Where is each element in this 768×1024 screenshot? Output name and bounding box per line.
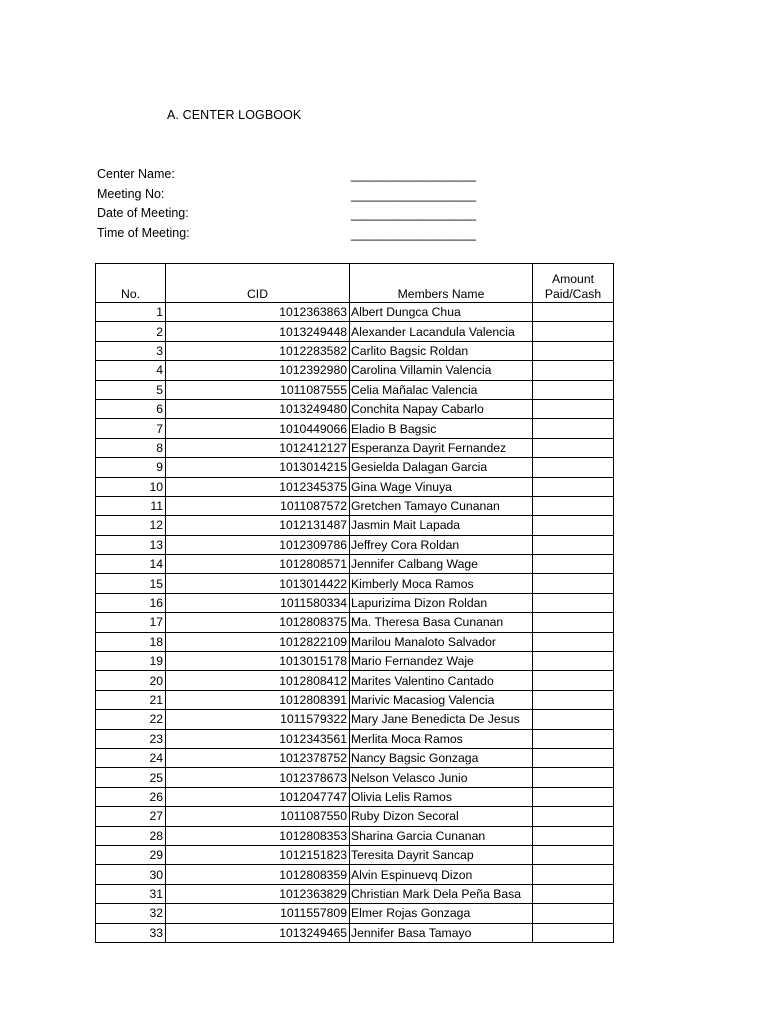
cid-cell: 1012808359 <box>166 865 350 884</box>
member-name-cell: Gesielda Dalagan Garcia <box>350 458 533 477</box>
table-row <box>96 303 614 322</box>
cid-cell: 1012392980 <box>166 361 350 380</box>
cid-cell: 1012131487 <box>166 516 350 535</box>
amount-cell[interactable] <box>533 748 614 767</box>
table-row <box>96 496 614 515</box>
amount-cell[interactable] <box>533 438 614 457</box>
table-row <box>96 671 614 690</box>
cid-cell: 1011087550 <box>166 807 350 826</box>
header-members-name: Members Name <box>350 264 533 303</box>
cid-cell: 1012343561 <box>166 729 350 748</box>
table-row <box>96 632 614 651</box>
member-name-cell: Gretchen Tamayo Cunanan <box>350 496 533 515</box>
table-row <box>96 555 614 574</box>
time-of-meeting-label: Time of Meeting: <box>97 225 190 240</box>
cid-cell: 1012363829 <box>166 884 350 903</box>
member-name-cell: Olivia Lelis Ramos <box>350 787 533 806</box>
amount-cell[interactable] <box>533 574 614 593</box>
amount-cell[interactable] <box>533 593 614 612</box>
table-row <box>96 787 614 806</box>
row-number-cell: 4 <box>96 361 166 380</box>
member-name-cell: Jennifer Basa Tamayo <box>350 923 533 942</box>
amount-cell[interactable] <box>533 884 614 903</box>
cid-cell: 1011579322 <box>166 710 350 729</box>
row-number-cell: 10 <box>96 477 166 496</box>
row-number-cell: 30 <box>96 865 166 884</box>
amount-cell[interactable] <box>533 923 614 942</box>
amount-cell[interactable] <box>533 845 614 864</box>
amount-cell[interactable] <box>533 535 614 554</box>
row-number-cell: 18 <box>96 632 166 651</box>
row-number-cell: 26 <box>96 787 166 806</box>
member-name-cell: Albert Dungca Chua <box>350 303 533 322</box>
member-name-cell: Eladio B Bagsic <box>350 419 533 438</box>
row-number-cell: 27 <box>96 807 166 826</box>
member-name-cell: Carolina Villamin Valencia <box>350 361 533 380</box>
amount-cell[interactable] <box>533 613 614 632</box>
table-row <box>96 865 614 884</box>
cid-cell: 1013014422 <box>166 574 350 593</box>
amount-cell[interactable] <box>533 399 614 418</box>
header-amount-line2: Paid/Cash <box>544 286 602 301</box>
amount-cell[interactable] <box>533 322 614 341</box>
row-number-cell: 5 <box>96 380 166 399</box>
amount-cell[interactable] <box>533 380 614 399</box>
cid-cell: 1012808353 <box>166 826 350 845</box>
row-number-cell: 25 <box>96 768 166 787</box>
row-number-cell: 23 <box>96 729 166 748</box>
header-cid: CID <box>166 264 350 303</box>
member-name-cell: Mario Fernandez Waje <box>350 652 533 671</box>
row-number-cell: 9 <box>96 458 166 477</box>
row-number-cell: 32 <box>96 904 166 923</box>
table-row <box>96 438 614 457</box>
table-row <box>96 729 614 748</box>
cid-cell: 1012363863 <box>166 303 350 322</box>
cid-cell: 1012309786 <box>166 535 350 554</box>
member-name-cell: Marites Valentino Cantado <box>350 671 533 690</box>
time-of-meeting-blank: __________________ <box>351 226 477 241</box>
date-of-meeting-row <box>97 206 477 226</box>
amount-cell[interactable] <box>533 496 614 515</box>
cid-cell: 1011557809 <box>166 904 350 923</box>
row-number-cell: 29 <box>96 845 166 864</box>
center-name-label: Center Name: <box>97 167 175 181</box>
amount-cell[interactable] <box>533 904 614 923</box>
center-name-blank: __________________ <box>351 168 477 182</box>
member-name-cell: Alexander Lacandula Valencia <box>350 322 533 341</box>
member-name-cell: Celia Mañalac Valencia <box>350 380 533 399</box>
member-name-cell: Esperanza Dayrit Fernandez <box>350 438 533 457</box>
header-no: No. <box>96 264 166 303</box>
row-number-cell: 21 <box>96 690 166 709</box>
amount-cell[interactable] <box>533 652 614 671</box>
table-row <box>96 904 614 923</box>
table-row <box>96 399 614 418</box>
cid-cell: 1012808391 <box>166 690 350 709</box>
date-of-meeting-label: Date of Meeting: <box>97 206 189 220</box>
row-number-cell: 1 <box>96 303 166 322</box>
amount-cell[interactable] <box>533 341 614 360</box>
table-row <box>96 710 614 729</box>
row-number-cell: 13 <box>96 535 166 554</box>
table-row <box>96 807 614 826</box>
amount-cell[interactable] <box>533 865 614 884</box>
member-name-cell: Marilou Manaloto Salvador <box>350 632 533 651</box>
member-name-cell: Elmer Rojas Gonzaga <box>350 904 533 923</box>
table-row <box>96 361 614 380</box>
member-name-cell: Merlita Moca Ramos <box>350 729 533 748</box>
row-number-cell: 15 <box>96 574 166 593</box>
member-name-cell: Jeffrey Cora Roldan <box>350 535 533 554</box>
table-row <box>96 419 614 438</box>
cid-cell: 1012808412 <box>166 671 350 690</box>
member-name-cell: Ma. Theresa Basa Cunanan <box>350 613 533 632</box>
cid-cell: 1011580334 <box>166 593 350 612</box>
cid-cell: 1013249480 <box>166 399 350 418</box>
table-row <box>96 593 614 612</box>
member-name-cell: Carlito Bagsic Roldan <box>350 341 533 360</box>
cid-cell: 1012345375 <box>166 477 350 496</box>
cid-cell: 1012378673 <box>166 768 350 787</box>
cid-cell: 1011087555 <box>166 380 350 399</box>
table-row <box>96 341 614 360</box>
table-row <box>96 322 614 341</box>
meeting-no-blank: __________________ <box>351 187 477 202</box>
table-row <box>96 652 614 671</box>
member-name-cell: Jasmin Mait Lapada <box>350 516 533 535</box>
row-number-cell: 20 <box>96 671 166 690</box>
row-number-cell: 8 <box>96 438 166 457</box>
row-number-cell: 6 <box>96 399 166 418</box>
amount-cell[interactable] <box>533 690 614 709</box>
amount-cell[interactable] <box>533 516 614 535</box>
table-row <box>96 380 614 399</box>
row-number-cell: 19 <box>96 652 166 671</box>
date-of-meeting-blank: __________________ <box>351 207 477 221</box>
cid-cell: 1011087572 <box>166 496 350 515</box>
member-name-cell: Teresita Dayrit Sancap <box>350 845 533 864</box>
cid-cell: 1012822109 <box>166 632 350 651</box>
cid-cell: 1013014215 <box>166 458 350 477</box>
member-name-cell: Alvin Espinuevq Dizon <box>350 865 533 884</box>
row-number-cell: 28 <box>96 826 166 845</box>
cid-cell: 1013249465 <box>166 923 350 942</box>
amount-cell[interactable] <box>533 303 614 322</box>
member-name-cell: Mary Jane Benedicta De Jesus <box>350 710 533 729</box>
row-number-cell: 24 <box>96 748 166 767</box>
cid-cell: 1012047747 <box>166 787 350 806</box>
table-header-row <box>96 264 614 303</box>
cid-cell: 1012151823 <box>166 845 350 864</box>
amount-cell[interactable] <box>533 419 614 438</box>
meeting-no-label: Meeting No: <box>97 186 165 201</box>
amount-cell[interactable] <box>533 555 614 574</box>
member-name-cell: Sharina Garcia Cunanan <box>350 826 533 845</box>
row-number-cell: 31 <box>96 884 166 903</box>
table-row <box>96 535 614 554</box>
amount-cell[interactable] <box>533 671 614 690</box>
cid-cell: 1012378752 <box>166 748 350 767</box>
member-name-cell: Conchita Napay Cabarlo <box>350 399 533 418</box>
member-name-cell: Ruby Dizon Secoral <box>350 807 533 826</box>
amount-cell[interactable] <box>533 729 614 748</box>
row-number-cell: 33 <box>96 923 166 942</box>
row-number-cell: 14 <box>96 555 166 574</box>
cid-cell: 1012412127 <box>166 438 350 457</box>
cid-cell: 1013015178 <box>166 652 350 671</box>
member-name-cell: Christian Mark Dela Peña Basa <box>350 884 533 903</box>
table-row <box>96 516 614 535</box>
table-row <box>96 826 614 845</box>
table-row <box>96 477 614 496</box>
table-row <box>96 845 614 864</box>
row-number-cell: 2 <box>96 322 166 341</box>
cid-cell: 1012808375 <box>166 613 350 632</box>
members-table <box>95 263 614 943</box>
page-title: A. CENTER LOGBOOK <box>167 108 302 122</box>
amount-cell[interactable] <box>533 768 614 787</box>
member-name-cell: Kimberly Moca Ramos <box>350 574 533 593</box>
table-row <box>96 923 614 942</box>
row-number-cell: 7 <box>96 419 166 438</box>
amount-cell[interactable] <box>533 458 614 477</box>
row-number-cell: 12 <box>96 516 166 535</box>
header-amount <box>533 264 614 303</box>
header-amount-line1: Amount <box>551 272 594 286</box>
member-name-cell: Jennifer Calbang Wage <box>350 555 533 574</box>
table-row <box>96 574 614 593</box>
amount-cell[interactable] <box>533 477 614 496</box>
table-row <box>96 748 614 767</box>
amount-cell[interactable] <box>533 632 614 651</box>
cid-cell: 1012283582 <box>166 341 350 360</box>
cid-cell: 1013249448 <box>166 322 350 341</box>
cid-cell: 1010449066 <box>166 419 350 438</box>
meeting-no-row <box>97 187 477 207</box>
table-row <box>96 613 614 632</box>
member-name-cell: Nelson Velasco Junio <box>350 768 533 787</box>
member-name-cell: Gina Wage Vinuya <box>350 477 533 496</box>
amount-cell[interactable] <box>533 807 614 826</box>
meeting-details <box>97 167 477 245</box>
cid-cell: 1012808571 <box>166 555 350 574</box>
table-row <box>96 768 614 787</box>
row-number-cell: 3 <box>96 341 166 360</box>
member-name-cell: Marivic Macasiog Valencia <box>350 690 533 709</box>
row-number-cell: 16 <box>96 593 166 612</box>
amount-cell[interactable] <box>533 361 614 380</box>
member-name-cell: Nancy Bagsic Gonzaga <box>350 748 533 767</box>
amount-cell[interactable] <box>533 787 614 806</box>
table-row <box>96 690 614 709</box>
member-name-cell: Lapurizima Dizon Roldan <box>350 593 533 612</box>
row-number-cell: 22 <box>96 710 166 729</box>
amount-cell[interactable] <box>533 826 614 845</box>
center-name-row <box>97 167 477 187</box>
table-row <box>96 458 614 477</box>
table-row <box>96 884 614 903</box>
time-of-meeting-row <box>97 226 477 246</box>
row-number-cell: 17 <box>96 613 166 632</box>
row-number-cell: 11 <box>96 496 166 515</box>
amount-cell[interactable] <box>533 710 614 729</box>
